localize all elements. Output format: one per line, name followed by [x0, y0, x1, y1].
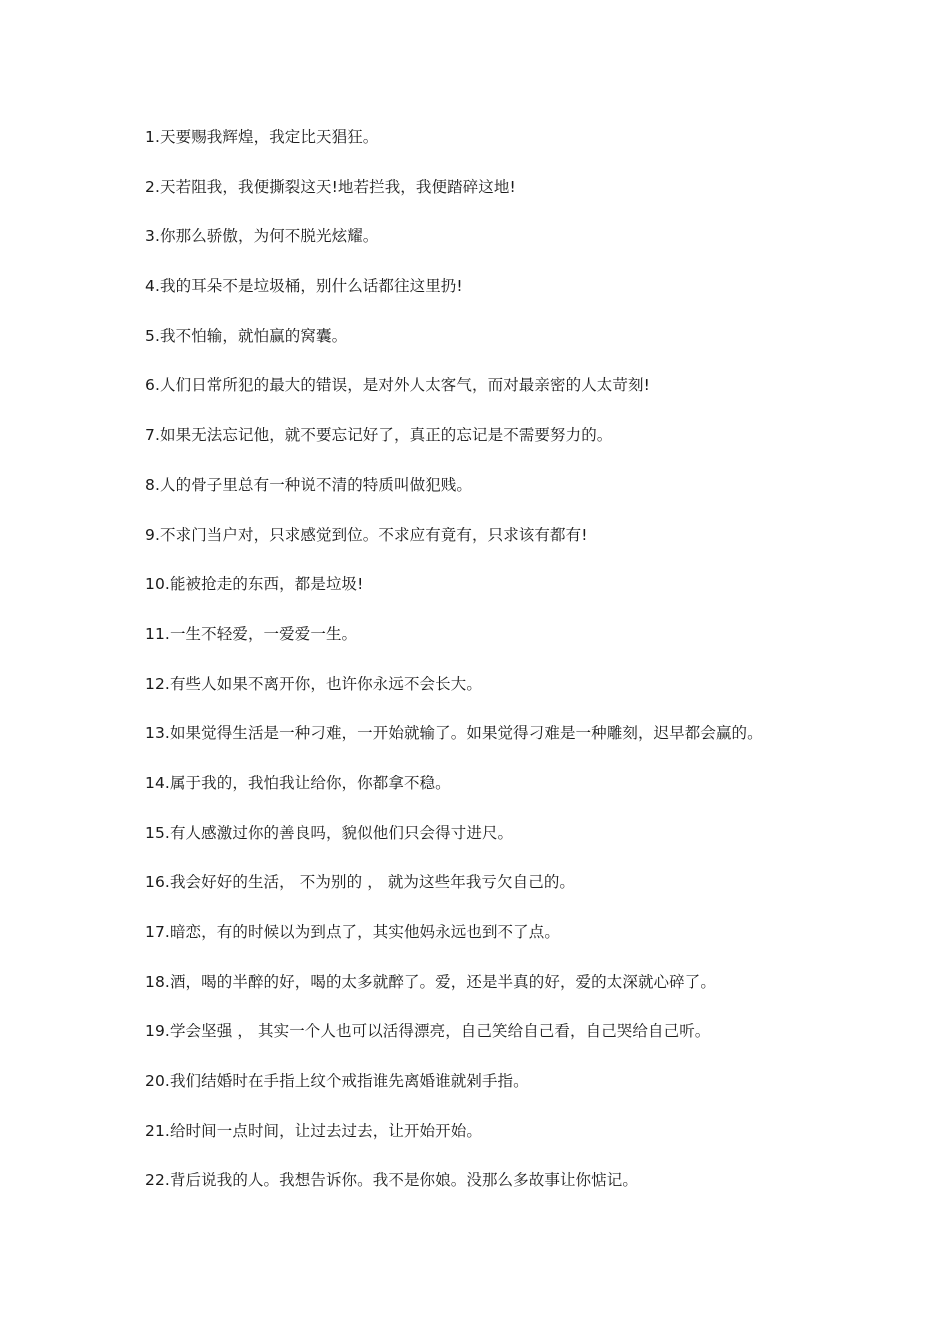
list-item: 6.人们日常所犯的最大的错误，是对外人太客气，而对最亲密的人太苛刻!: [145, 376, 650, 395]
list-item: 13.如果觉得生活是一种刁难，一开始就输了。如果觉得刁难是一种雕刻，迟早都会赢的。: [145, 724, 763, 743]
quote-list: [145, 124, 845, 1217]
list-item: 15.有人感激过你的善良吗，貌似他们只会得寸进尺。: [145, 823, 514, 842]
list-item: 18.酒，喝的半醉的好，喝的太多就醉了。爱，还是半真的好，爱的太深就心碎了。: [145, 972, 716, 991]
list-item: 11.一生不轻爱，一爱爱一生。: [145, 624, 358, 643]
list-item: 10.能被抢走的东西，都是垃圾!: [145, 575, 364, 594]
list-item: 21.给时间一点时间，让过去过去，让开始开始。: [145, 1121, 482, 1140]
list-item: 2.天若阻我，我便撕裂这天!地若拦我，我便踏碎这地!: [145, 177, 516, 196]
list-item: 14.属于我的，我怕我让给你，你都拿不稳。: [145, 773, 451, 792]
list-item: 1.天要赐我辉煌，我定比天猖狂。: [145, 128, 379, 146]
list-item: 19.学会坚强 ， 其实一个人也可以活得漂亮，自己笑给自己看，自己哭给自己听。: [145, 1022, 711, 1041]
list-item: 12.有些人如果不离开你，也许你永远不会长大。: [145, 674, 482, 693]
list-item: 3.你那么骄傲，为何不脱光炫耀。: [145, 227, 379, 246]
list-item: 16.我会好好的生活， 不为别的 ， 就为这些年我亏欠自己的。: [145, 873, 576, 892]
list-item: 20.我们结婚时在手指上纹个戒指谁先离婚谁就剁手指。: [145, 1072, 529, 1091]
list-item: 17.暗恋，有的时候以为到点了，其实他妈永远也到不了点。: [145, 923, 560, 941]
list-item: 9.不求门当户对，只求感觉到位。不求应有竟有，只求该有都有!: [145, 525, 588, 544]
list-item: 5.我不怕输，就怕赢的窝囊。: [145, 326, 348, 345]
list-item: 22.背后说我的人。我想告诉你。我不是你娘。没那么多故事让你惦记。: [145, 1171, 638, 1190]
list-item: 4.我的耳朵不是垃圾桶，别什么话都往这里扔!: [145, 277, 463, 296]
list-item: 7.如果无法忘记他，就不要忘记好了，真正的忘记是不需要努力的。: [145, 426, 613, 445]
list-item: 8.人的骨子里总有一种说不清的特质叫做犯贱。: [145, 475, 472, 494]
